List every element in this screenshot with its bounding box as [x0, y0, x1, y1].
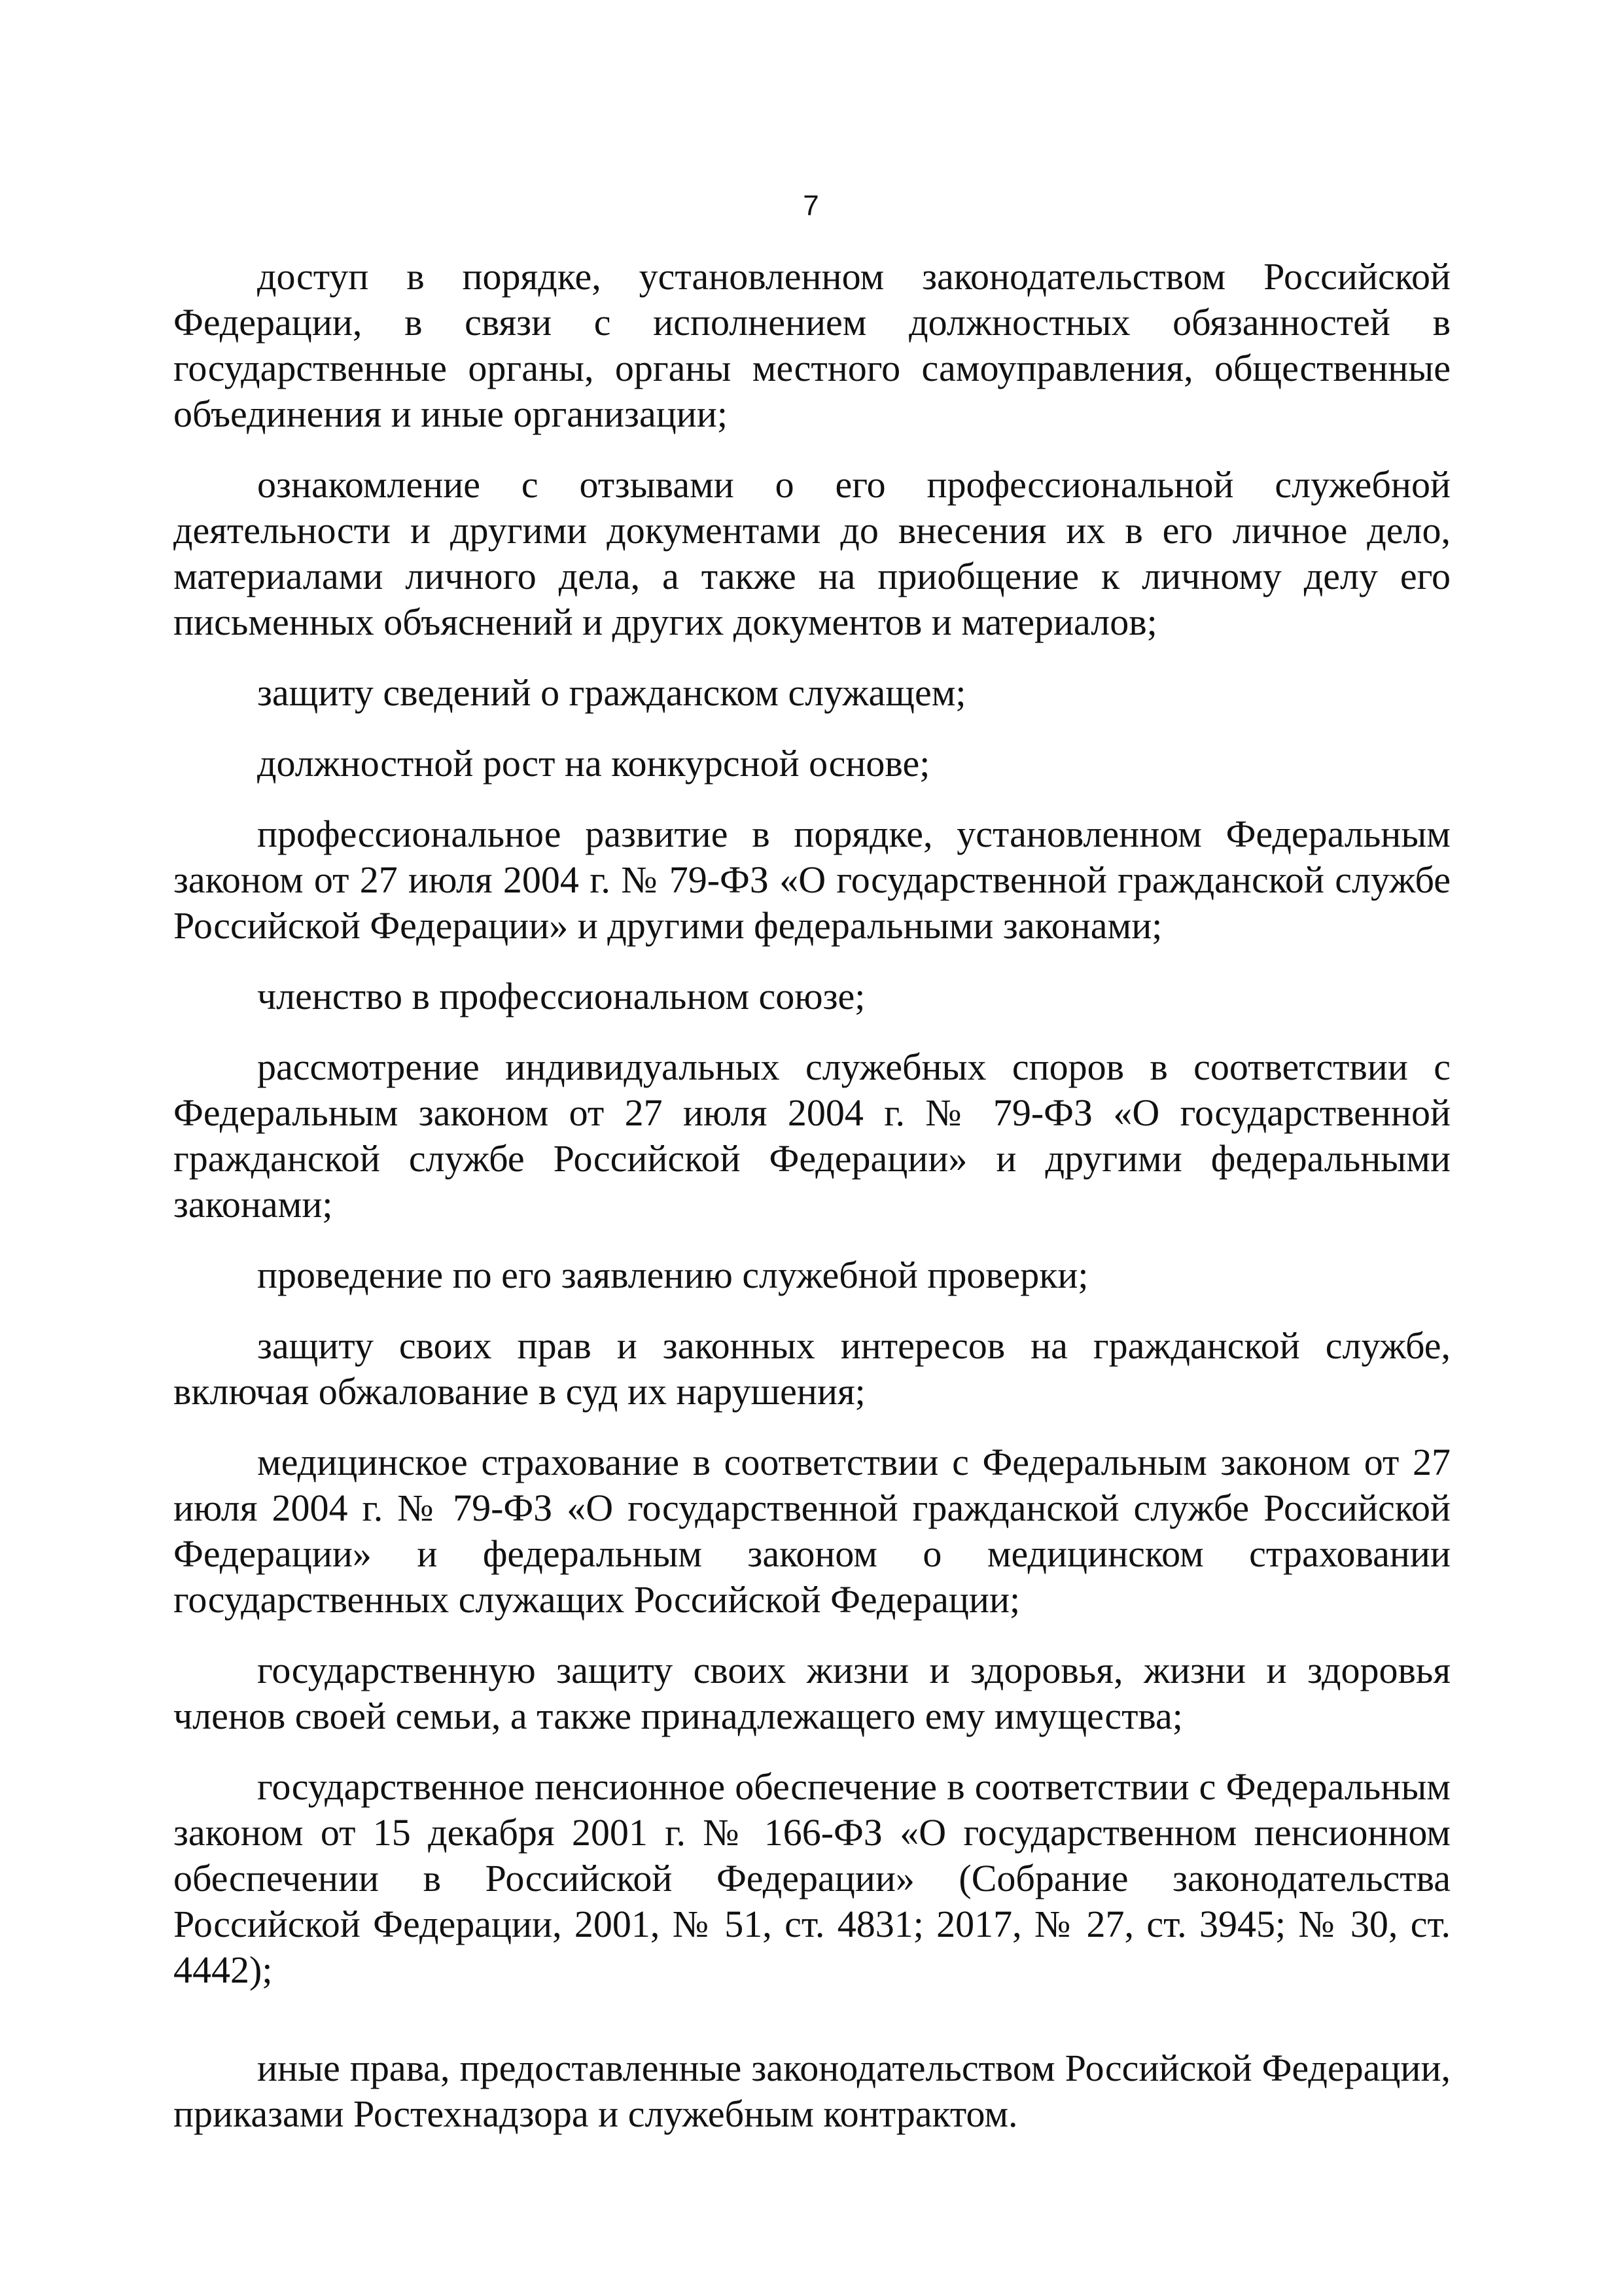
paragraph: проведение по его заявлению служебной проверки; [257, 1254, 1089, 1296]
paragraph: профессиональное развитие в порядке, установленном Федеральным законом от 27 июля 2004 г. № 79-ФЗ «О государственной гражданской службе Российской Федерации» и другими федеральными законами; [173, 813, 1451, 947]
paragraph: защиту сведений о гражданском служащем; [257, 671, 966, 714]
paragraph: доступ в порядке, установленном законодательством Российской Федерации, в связи с исполнением должностных обязанностей в государственные органы, органы местного самоуправления, общественные объединения и иные организации; [173, 255, 1451, 435]
paragraph: рассмотрение индивидуальных служебных споров в соответствии с Федеральным законом от 27 июля 2004 г. № 79-ФЗ «О государственной гражданской службе Российской Федерации» и другими федеральными законами; [173, 1046, 1451, 1226]
paragraph: членство в профессиональном союзе; [257, 975, 866, 1017]
page-number: 7 [803, 190, 819, 222]
document-body [173, 254, 1451, 2162]
paragraph: медицинское страхование в соответствии с Федеральным законом от 27 июля 2004 г. № 79-ФЗ «О государственной гражданской службе Российской Федерации» и федеральным законом о медицинском страховании государственных служащих Российской Федерации; [173, 1441, 1451, 1621]
paragraph: государственную защиту своих жизни и здоровья, жизни и здоровья членов своей семьи, а также принадлежащего ему имущества; [173, 1649, 1451, 1737]
paragraph: ознакомление с отзывами о его профессиональной служебной деятельности и другими документами до внесения их в его личное дело, материалами личного дела, а также на приобщение к личному делу его письменных объяснений и других документов и материалов; [173, 463, 1451, 643]
paragraph: иные права, предоставленные законодательством Российской Федерации, приказами Ростехнадзора и служебным контрактом. [173, 2047, 1451, 2135]
paragraph: государственное пенсионное обеспечение в соответствии с Федеральным законом от 15 декабря 2001 г. № 166-ФЗ «О государственном пенсионном обеспечении в Российской Федерации» (Собрание законодательства Российской Федерации, 2001, № 51, ст. 4831; 2017, № 27, ст. 3945; № 30, ст. 4442); [173, 1765, 1451, 1991]
paragraph: защиту своих прав и законных интересов на гражданской службе, включая обжалование в суд их нарушения; [173, 1324, 1451, 1413]
paragraph: должностной рост на конкурсной основе; [257, 742, 930, 785]
